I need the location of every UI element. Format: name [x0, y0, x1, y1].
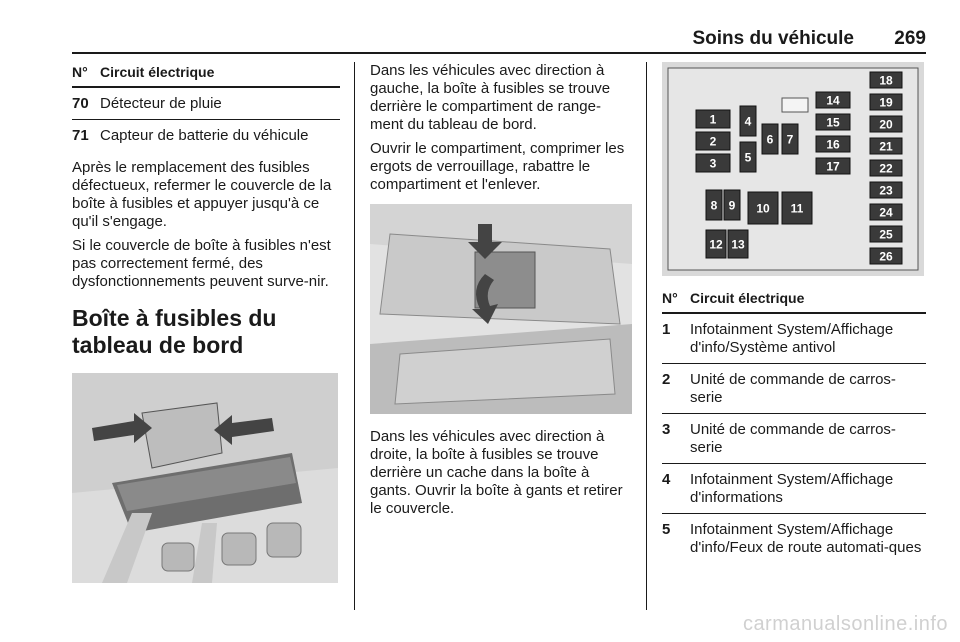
- fuse-number: 3: [662, 421, 671, 438]
- table-header-label: Circuit électrique: [100, 64, 215, 80]
- fuse-slot: [816, 114, 850, 130]
- fuse-label: 9: [728, 198, 736, 213]
- circuit-label: Infotainment System/Affichage d'informations: [690, 471, 894, 506]
- fuse-slot: [870, 138, 902, 154]
- fuse-slot: [740, 142, 756, 172]
- fuse-slot: [870, 72, 902, 88]
- table-header-no: N°: [72, 64, 88, 80]
- table-row: [662, 364, 926, 414]
- table-row: [662, 414, 926, 464]
- fuse-slot: [762, 124, 778, 154]
- table-header-no: N°: [662, 290, 678, 306]
- fusebox-diagram: [662, 62, 924, 276]
- fuse-table: [662, 288, 926, 563]
- fuse-label: 24: [879, 205, 893, 220]
- fuse-slot: [816, 158, 850, 174]
- fusebox-layout-image: [662, 62, 924, 276]
- fuse-label: 8: [710, 198, 718, 213]
- fuse-slot: [724, 190, 740, 220]
- fuse-label: 3: [709, 156, 717, 171]
- circuit-label: Unité de commande de carros-serie: [690, 371, 896, 406]
- table-header-label: Circuit électrique: [690, 290, 805, 306]
- paragraph: Après le remplacement des fusibles défectueux, refermer le couvercle de la boîte à fusibles et appuyer jusqu'à ce qu'il s'engage.: [72, 159, 332, 230]
- fuse-slot: [782, 124, 798, 154]
- fuse-label: 25: [879, 227, 893, 242]
- table-row: [662, 314, 926, 364]
- section-heading: Boîte à fusibles du tableau de bord: [72, 305, 277, 358]
- fuse-slot: [870, 160, 902, 176]
- storage-compartment-image: [370, 204, 632, 414]
- paragraph: Dans les véhicules avec direction à droite, la boîte à fusibles se trouve derrière un cache dans la boîte à gants. Ouvrir la boîte à gants et retirer le couvercle.: [370, 428, 623, 517]
- page-number: 269: [894, 28, 926, 49]
- circuit-label: Infotainment System/Affichage d'info/Système antivol: [690, 321, 894, 356]
- glovebox-illustration: [370, 204, 632, 414]
- fuse-slot: [782, 192, 812, 224]
- fuse-label: 15: [826, 115, 840, 130]
- column-left: [72, 62, 340, 583]
- fuse-number: 4: [662, 471, 671, 488]
- circuit-label: Capteur de batterie du véhicule: [100, 127, 309, 144]
- fuse-label: 5: [744, 150, 752, 165]
- fuse-number: 5: [662, 521, 671, 538]
- fuse-label: 16: [826, 137, 840, 152]
- fuse-slot: [706, 230, 726, 258]
- circuit-label: Unité de commande de carros-serie: [690, 421, 896, 456]
- fuse-label: 22: [879, 161, 893, 176]
- fuse-number: 2: [662, 371, 671, 388]
- fuse-slot: [696, 110, 730, 128]
- fuse-label: 6: [766, 132, 774, 147]
- paragraph: Si le couvercle de boîte à fusibles n'est pas correctement fermé, des dysfonctionnements peuvent surve-nir.: [72, 237, 331, 290]
- fuse-label: 11: [790, 201, 804, 216]
- fuse-label: 21: [879, 139, 893, 154]
- fuse-slot: [696, 132, 730, 150]
- fuse-number: 1: [662, 321, 671, 338]
- fuse-slot: [870, 248, 902, 264]
- circuit-label: Détecteur de pluie: [100, 95, 222, 112]
- table-header: [662, 288, 926, 314]
- table-header: [72, 62, 340, 88]
- fuse-slot: [748, 192, 778, 224]
- fuse-label: 14: [826, 93, 840, 108]
- table-row: [662, 464, 926, 514]
- fuse-slot: [816, 136, 850, 152]
- fuse-label: 18: [879, 73, 893, 88]
- section-title: Soins du véhicule: [692, 28, 854, 49]
- fuse-slot: [696, 154, 730, 172]
- fuse-label: 4: [744, 114, 752, 129]
- fuse-label: 19: [879, 95, 893, 110]
- paragraph: Dans les véhicules avec direction à gauche, la boîte à fusibles se trouve derrière le compartiment de range-ment du tableau de bord.: [370, 62, 611, 133]
- fuse-label: 12: [709, 237, 723, 252]
- dashboard-fusebox-image: [72, 373, 338, 583]
- fuse-label: 7: [786, 132, 794, 147]
- fuse-label: 13: [731, 237, 745, 252]
- circuit-label: Infotainment System/Affichage d'info/Feux de route automati-ques: [690, 521, 922, 556]
- fuse-slot: [870, 94, 902, 110]
- fuse-slot: [870, 204, 902, 220]
- fuse-label: 1: [709, 112, 717, 127]
- column-divider-1: [354, 62, 355, 610]
- column-divider-2: [646, 62, 647, 610]
- fuse-slot: [870, 116, 902, 132]
- fuse-number: 71: [72, 127, 89, 144]
- fuse-slot: [870, 182, 902, 198]
- fuse-label: 20: [879, 117, 893, 132]
- watermark: carmanualsonline.info: [742, 613, 948, 635]
- fuse-label: 23: [879, 183, 893, 198]
- table-row: [72, 120, 340, 151]
- paragraph: Ouvrir le compartiment, comprimer les ergots de verrouillage, rabattre le compartiment et l'enlever.: [370, 140, 625, 193]
- fuse-label: 10: [756, 201, 770, 216]
- fuse-number: 70: [72, 95, 89, 112]
- fuse-slot: [870, 226, 902, 242]
- column-middle: [370, 62, 632, 524]
- fuse-label: 26: [879, 249, 893, 264]
- page-header: [72, 28, 926, 54]
- fuse-slot: [728, 230, 748, 258]
- fuse-slot: [740, 106, 756, 136]
- fuse-label: 17: [826, 159, 840, 174]
- fuse-slot: [816, 92, 850, 108]
- fuse-slot: [706, 190, 722, 220]
- fuse-label: 2: [709, 134, 717, 149]
- dashboard-illustration: [72, 373, 338, 583]
- table-row: [72, 88, 340, 120]
- table-row: [662, 514, 926, 563]
- column-right: [662, 62, 926, 563]
